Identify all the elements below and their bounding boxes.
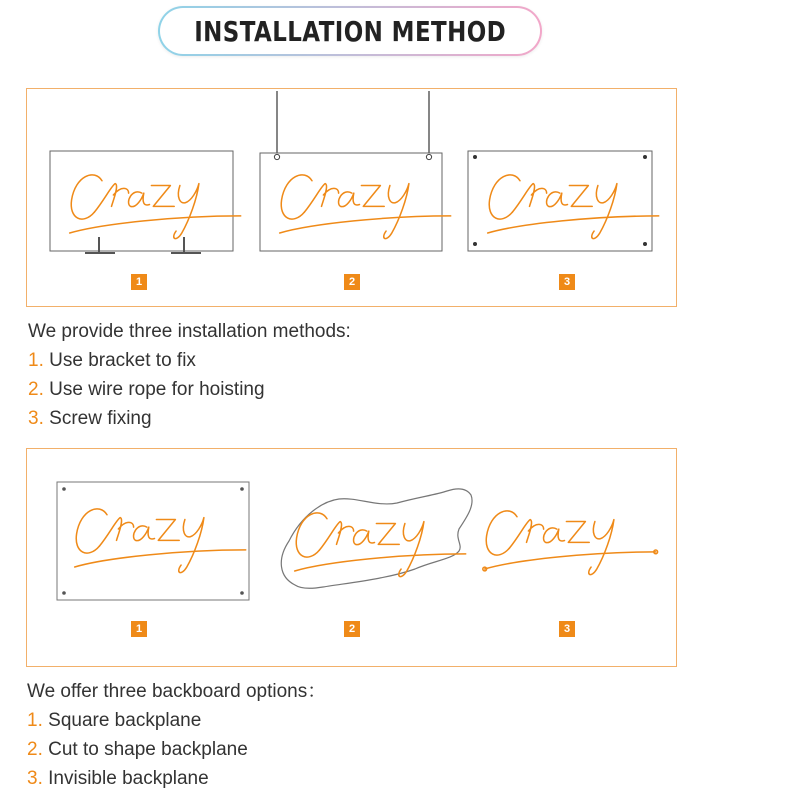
- neon-sign-invisible: [483, 511, 658, 575]
- item-number: 1: [27, 710, 38, 731]
- installation-methods-list: [28, 317, 351, 433]
- item-number: 3: [27, 768, 38, 789]
- item-text: Use wire rope for hoisting: [49, 379, 265, 400]
- screw-fixing-illustration: [468, 151, 652, 251]
- page-title: INSTALLATION METHOD: [194, 14, 506, 48]
- item-number: 2: [28, 379, 39, 400]
- installation-methods-panel: [26, 88, 677, 307]
- item-text: Cut to shape backplane: [48, 739, 248, 760]
- option-badge-3: 3: [559, 621, 575, 637]
- item-number: 2: [27, 739, 38, 760]
- list-item: 3. Screw fixing: [28, 408, 152, 429]
- list-item: 2. Cut to shape backplane: [27, 739, 248, 760]
- item-number: 3: [28, 408, 39, 429]
- cut-to-shape-outline-illustration: [281, 489, 472, 588]
- method-badge-1: 1: [131, 274, 147, 290]
- section-title-banner: [158, 6, 542, 56]
- installation-intro: We provide three installation methods:: [28, 321, 351, 342]
- method-badge-3: 3: [559, 274, 575, 290]
- bracket-mount-illustration: [50, 151, 233, 253]
- option-badge-2: 2: [344, 621, 360, 637]
- item-text: Screw fixing: [49, 408, 152, 429]
- backboard-options-panel: [26, 448, 677, 667]
- list-item: 3. Invisible backplane: [27, 768, 209, 789]
- item-text: Square backplane: [48, 710, 202, 731]
- backboard-options-list: [27, 677, 326, 793]
- list-item: 2. Use wire rope for hoisting: [28, 379, 265, 400]
- item-text: Use bracket to fix: [49, 350, 196, 371]
- method-badge-2: 2: [344, 274, 360, 290]
- square-backplane-illustration: [57, 482, 249, 600]
- item-text: Invisible backplane: [48, 768, 209, 789]
- item-number: 1: [28, 350, 39, 371]
- list-item: 1. Square backplane: [27, 710, 202, 731]
- option-badge-1: 1: [131, 621, 147, 637]
- list-item: 1. Use bracket to fix: [28, 350, 196, 371]
- wire-rope-illustration: [260, 91, 442, 251]
- backboard-intro: We offer three backboard options：: [27, 681, 327, 702]
